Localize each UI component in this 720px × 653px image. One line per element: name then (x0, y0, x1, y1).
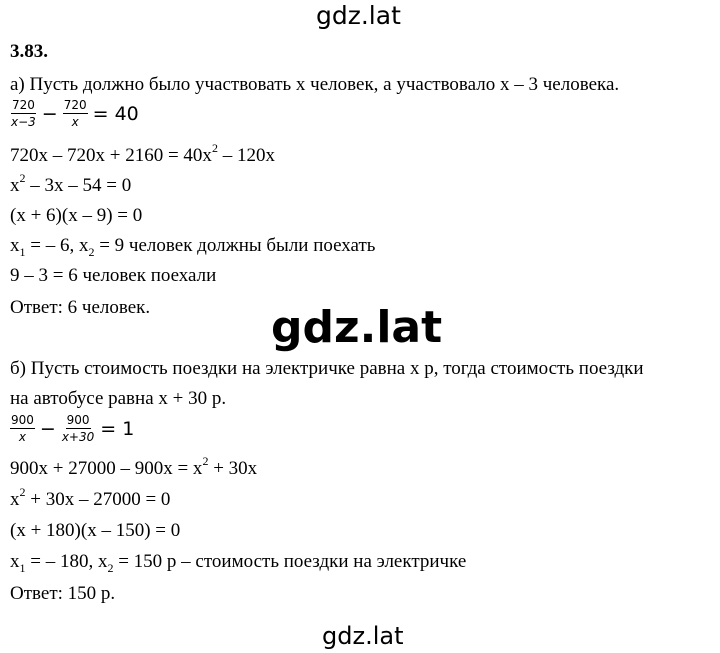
text-segment: – 3x – 54 = 0 (25, 175, 132, 196)
watermark-middle: gdz.lat (271, 302, 443, 353)
minus-sign: − (41, 102, 58, 125)
part-b-line-5 (10, 551, 466, 573)
fraction-numerator: 900 (11, 413, 34, 427)
part-a-line-4: (x + 6)(x – 9) = 0 (10, 205, 143, 226)
part-a-fraction-2 (63, 98, 88, 129)
equation-rhs: = 40 (92, 102, 139, 125)
subscript: 2 (88, 244, 95, 259)
text-segment: + 30x (208, 458, 258, 479)
part-b-intro-line-1: б) Пусть стоимость поездки на электричке равна x р, тогда стоимость поездки (10, 358, 644, 379)
superscript: 2 (19, 170, 26, 185)
minus-sign: − (39, 417, 56, 440)
problem-number: 3.83. (10, 41, 48, 62)
fraction-denominator: x−3 (11, 115, 36, 129)
equation-rhs: = 1 (100, 417, 135, 440)
part-b-line-4: (x + 180)(x – 150) = 0 (10, 520, 181, 541)
text-segment: = – 180, x (25, 551, 108, 572)
watermark-top: gdz.lat (316, 1, 401, 30)
superscript: 2 (211, 140, 218, 155)
text-segment: 720x – 720x + 2160 = 40x (10, 145, 212, 166)
fraction-denominator: x (18, 430, 26, 444)
part-a-line-5 (10, 235, 375, 257)
part-b-answer: Ответ: 150 р. (10, 583, 116, 604)
text-segment: x (10, 489, 20, 510)
part-a-fraction-1 (10, 98, 37, 129)
part-b-line-3 (10, 484, 171, 511)
superscript: 2 (202, 453, 209, 468)
part-a-intro: а) Пусть должно было участвовать x человек, а участвовало x – 3 человека. (10, 74, 620, 95)
text-segment: + 30x – 27000 = 0 (25, 489, 171, 510)
part-b-line-2 (10, 453, 258, 480)
part-b-intro-line-2: на автобусе равна x + 30 р. (10, 388, 227, 409)
superscript: 2 (19, 484, 26, 499)
text-segment: – 120x (217, 145, 275, 166)
fraction-numerator: 720 (11, 98, 35, 112)
part-a-answer: Ответ: 6 человек. (10, 297, 151, 318)
part-a-fraction-equation (10, 98, 139, 129)
part-b-fraction-1 (10, 413, 35, 444)
subscript: 1 (19, 560, 26, 575)
text-segment: 900x + 27000 – 900x = x (10, 458, 203, 479)
text-segment: = 150 р – стоимость поездки на электричке (113, 551, 467, 572)
watermark-bottom: gdz.lat (322, 622, 404, 650)
fraction-numerator: 720 (63, 98, 87, 112)
text-segment: x (10, 235, 20, 256)
fraction-denominator: x (71, 115, 79, 129)
fraction-numerator: 900 (66, 413, 90, 427)
text-segment: = – 6, x (25, 235, 89, 256)
text-segment: = 9 человек должны были поехать (94, 235, 376, 256)
part-a-line-3 (10, 170, 132, 197)
part-a-line-2 (10, 140, 275, 167)
text-segment: x (10, 175, 20, 196)
fraction-denominator: x+30 (61, 430, 95, 444)
subscript: 2 (107, 560, 114, 575)
part-a-line-6: 9 – 3 = 6 человек поехали (10, 265, 217, 286)
part-b-fraction-equation (10, 413, 134, 444)
text-segment: x (10, 551, 20, 572)
part-b-fraction-2 (61, 413, 95, 444)
subscript: 1 (19, 244, 26, 259)
